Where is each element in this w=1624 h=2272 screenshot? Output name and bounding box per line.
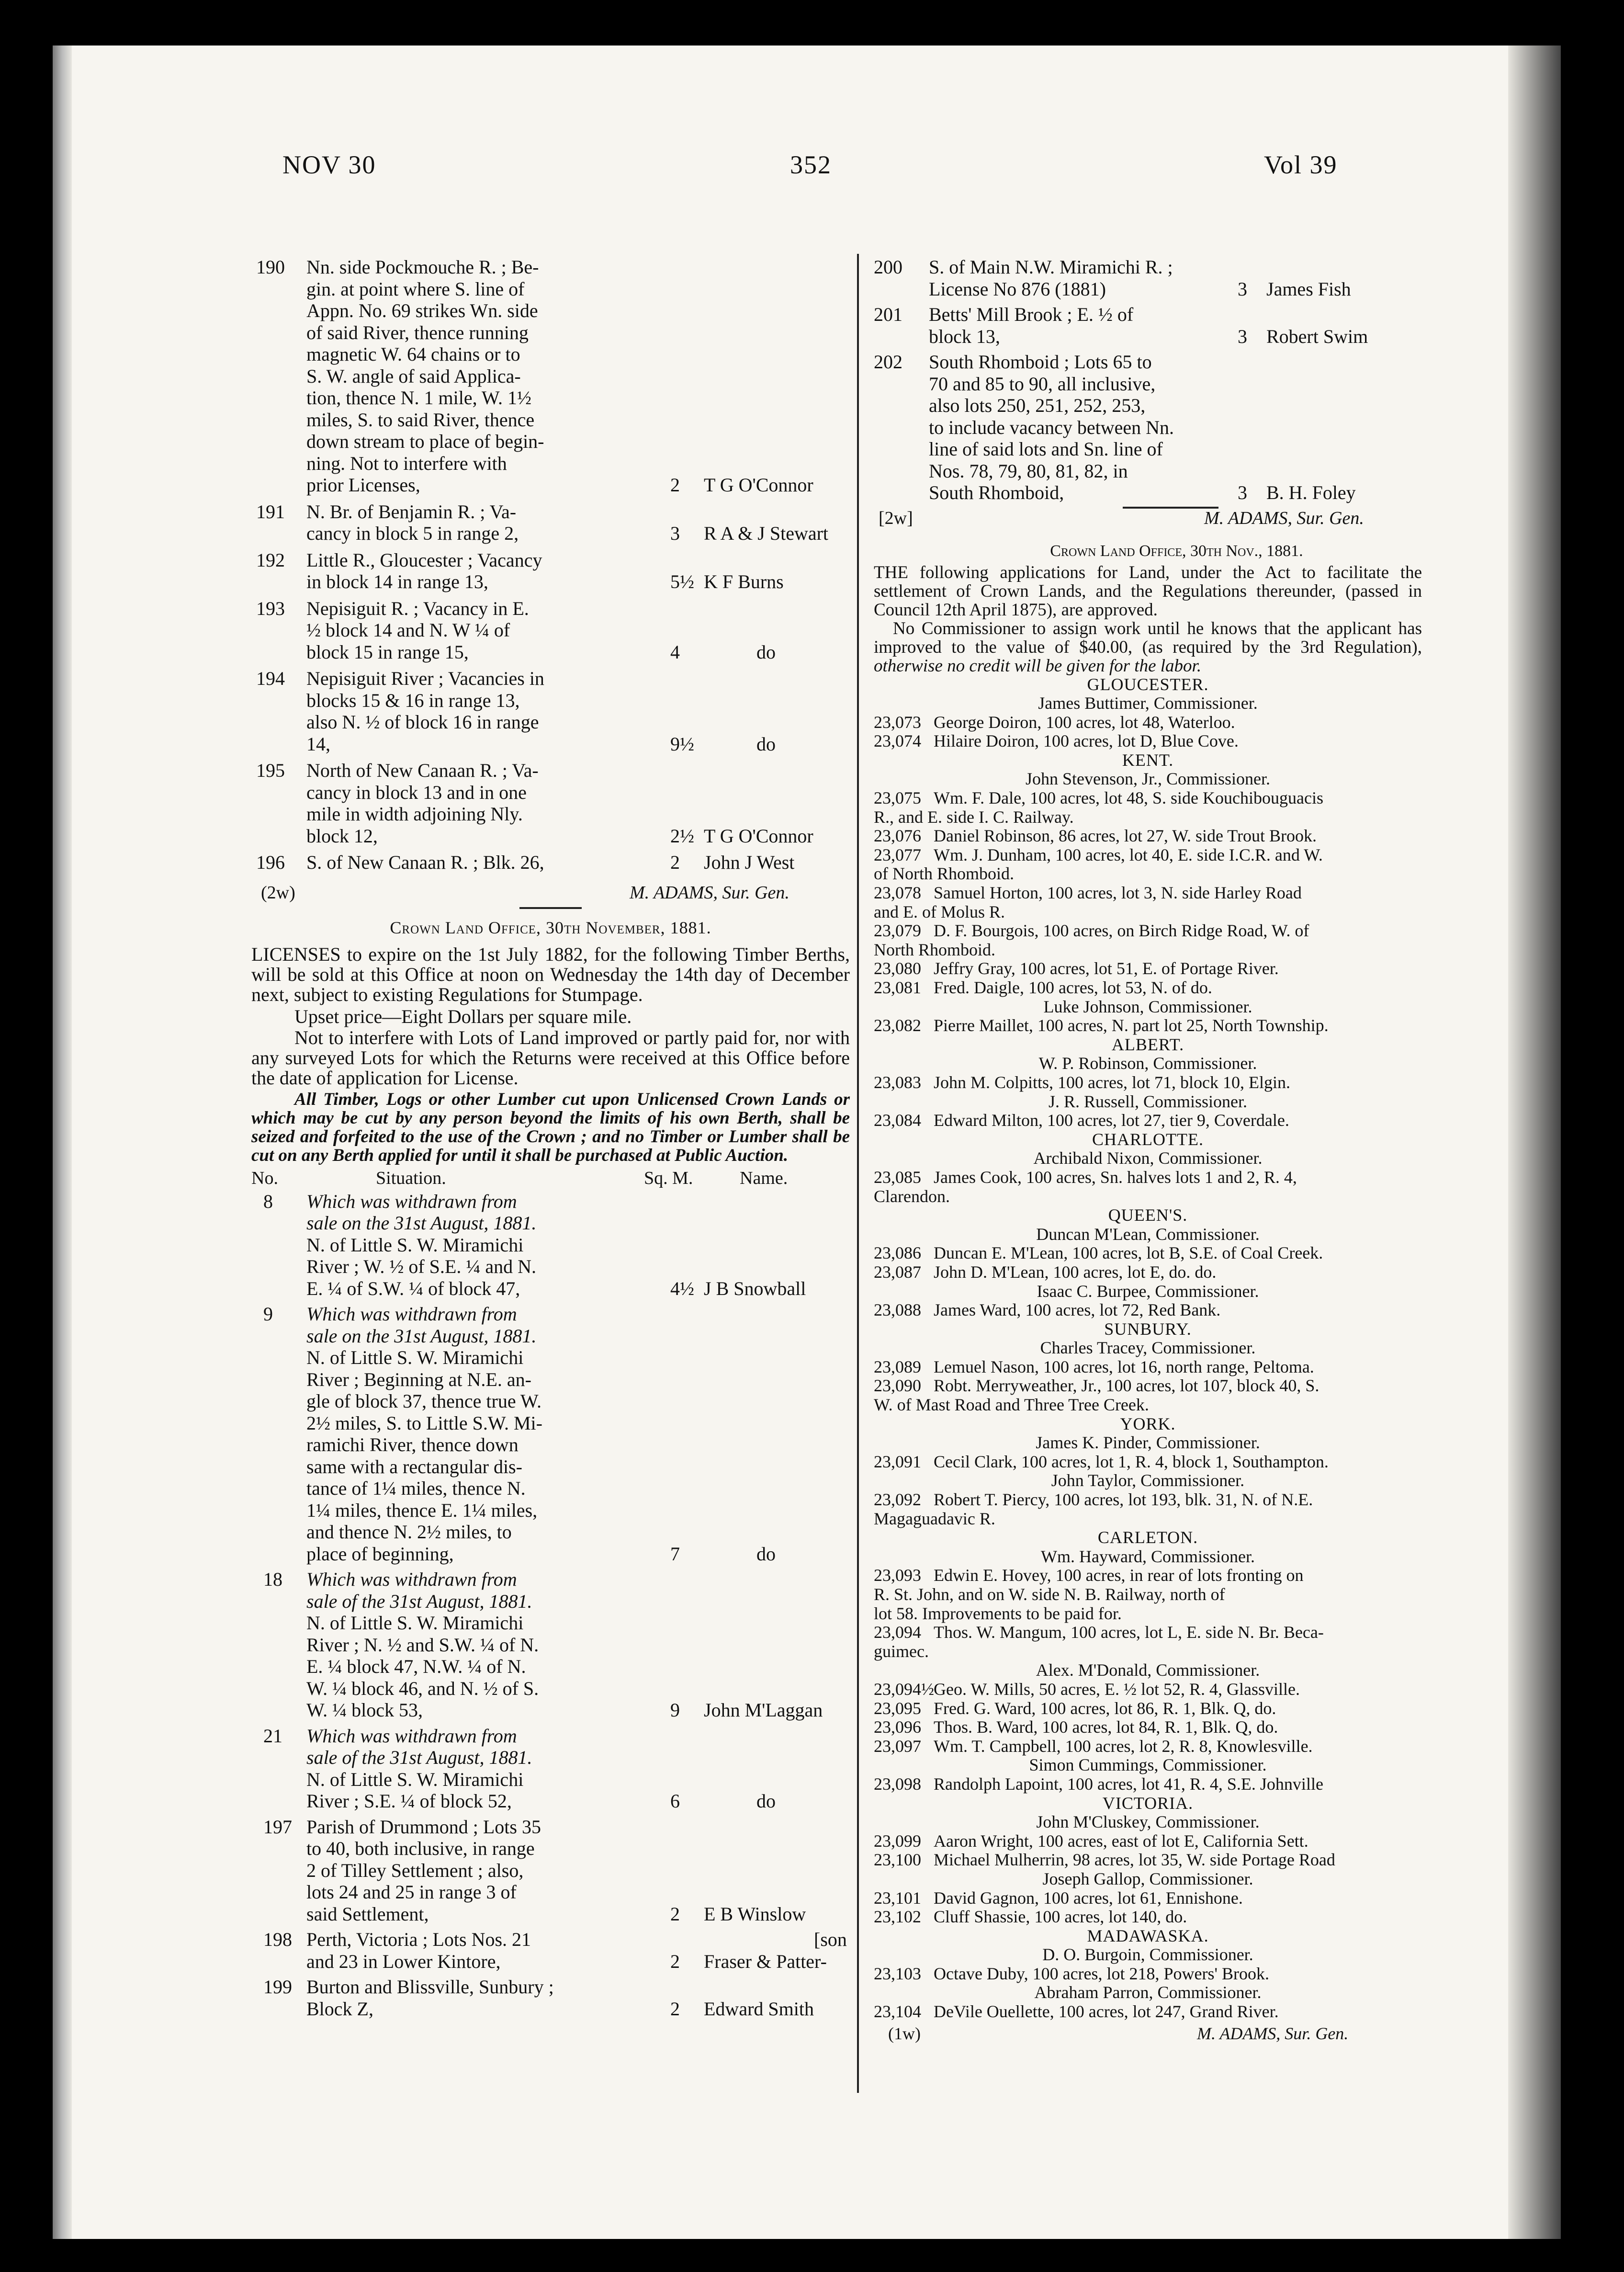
berth-number: 18 [263, 1568, 282, 1590]
application-row [874, 1851, 1422, 1870]
application-number: 23,098 [874, 1774, 921, 1794]
berth-entry [251, 1191, 850, 1304]
application-row [874, 1244, 1422, 1263]
county-heading: SUNBURY. [1104, 1319, 1192, 1339]
application-row [874, 1490, 1422, 1510]
application-number: 23,094 [874, 1623, 921, 1642]
application-text: Edward Milton, 100 acres, lot 27, tier 9, Coverdale. [934, 1111, 1289, 1130]
berth-situation: S. of Main N.W. Miramichi R. ; License No 876 (1881) [929, 256, 1173, 300]
application-number: 23,074 [874, 731, 921, 751]
application-row [874, 713, 1422, 732]
licensee-name: R A & J Stewart [704, 523, 829, 544]
application-text: James Ward, 100 acres, lot 72, Red Bank. [934, 1300, 1221, 1320]
office-dateline: Crown Land Office, 30th November, 1881. [390, 918, 711, 937]
header-date: NOV 30 [282, 150, 376, 179]
application-number: 23,093 [874, 1566, 921, 1585]
berth-entry [251, 852, 850, 878]
licensee-name: B. H. Foley [1266, 482, 1356, 503]
commissioner-line: James Buttimer, Commissioner. [1038, 693, 1258, 713]
application-text: Hilaire Doiron, 100 acres, lot D, Blue Cove. [934, 731, 1239, 751]
application-number: 23,089 [874, 1357, 921, 1376]
application-number: 23,099 [874, 1831, 921, 1851]
berth-situation: Which was withdrawn from sale of the 31st August, 1881. N. of Little S. W. Miramichi River ; N. ½ and S.W. ¼ of N. E. ¼ block 47, N.W. ¼ of N. W. ¼ block 46, and N. ½ of S. W. ¼ block 53, [306, 1568, 539, 1721]
application-text: Wm. F. Dale, 100 acres, lot 48, S. side Kouchibouguacis [934, 788, 1323, 808]
berth-entry [251, 1929, 850, 1976]
application-text: John D. M'Lean, 100 acres, lot E, do. do. [934, 1262, 1217, 1282]
application-text: Robert T. Piercy, 100 acres, lot 193, blk. 31, N. of N.E. [934, 1490, 1313, 1510]
county-heading: CHARLOTTE. [1092, 1129, 1204, 1149]
application-number: 23,080 [874, 959, 921, 978]
licensee-name: John M'Laggan [704, 1699, 823, 1721]
application-text: Samuel Horton, 100 acres, lot 3, N. side Harley Road [934, 883, 1302, 903]
application-continuation: of North Rhomboid. [874, 864, 1014, 884]
berth-area: 5½ [670, 571, 694, 592]
notice-paragraph-1: LICENSES to expire on the 1st July 1882, for the following Timber Berths, will be sold at this Office at noon on Wednesday the 14th day of December next, subject to existing Regulations for Stumpage. [251, 943, 850, 1005]
berth-number: 201 [874, 304, 902, 325]
application-row [874, 2002, 1422, 2022]
application-continuation: North Rhomboid. [874, 940, 996, 959]
berth-entry [251, 1816, 850, 1929]
application-text: George Doiron, 100 acres, lot 48, Waterloo. [934, 712, 1235, 732]
commissioner-line: Archibald Nixon, Commissioner. [1033, 1148, 1263, 1168]
berth-entry [251, 1725, 850, 1816]
licensee-name: John J West [704, 852, 795, 873]
application-row [874, 884, 1422, 903]
berth-number: 191 [256, 500, 285, 523]
berth-entry [251, 1303, 850, 1568]
application-continuation: W. of Mast Road and Three Tree Creek. [874, 1395, 1149, 1415]
application-number: 23,087 [874, 1262, 921, 1282]
berth-area: 7 [670, 1543, 680, 1565]
licensee-name: E B Winslow [704, 1903, 806, 1925]
commissioner-line: Isaac C. Burpee, Commissioner. [1037, 1281, 1259, 1301]
application-row [874, 1889, 1422, 1908]
application-text: Aaron Wright, 100 acres, east of lot E, California Sett. [934, 1831, 1308, 1851]
application-number: 23,095 [874, 1698, 921, 1718]
berth-number: 192 [256, 549, 285, 571]
application-number: 23,079 [874, 921, 921, 941]
berth-situation: Nn. side Pockmouche R. ; Be- gin. at point where S. line of Appn. No. 69 strikes Wn. side of said River, thence running magnetic W. 64 chains or to S. W. angle of said Applica- tion, thence N. 1 mile, W. 1½ miles, S. to said River, thence down stream to place of begin- ning. Not to interfere with prior Licenses, [306, 256, 544, 496]
application-text: Thos. B. Ward, 100 acres, lot 84, R. 1, Blk. Q, do. [934, 1717, 1278, 1737]
application-row [874, 1453, 1422, 1472]
application-row [874, 789, 1422, 808]
berth-situation: Little R., Gloucester ; Vacancy in block 14 in range 13, [306, 549, 542, 592]
application-text: Daniel Robinson, 86 acres, lot 27, W. side Trout Brook. [934, 826, 1317, 846]
berth-area: 3 [1238, 325, 1247, 347]
berth-situation: Parish of Drummond ; Lots 35 to 40, both inclusive, in range 2 of Tilley Settlement ; also, lots 24 and 25 in range 3 of said Settlement, [306, 1816, 541, 1925]
commissioner-line: Wm. Hayward, Commissioner. [1041, 1546, 1255, 1566]
application-row [874, 1908, 1422, 1927]
berth-area: 3 [1238, 482, 1247, 503]
commissioner-line: John M'Cluskey, Commissioner. [1036, 1812, 1260, 1832]
berth-area: 2 [670, 1950, 680, 1972]
application-row [874, 1775, 1422, 1794]
commissioner-line: Abraham Parron, Commissioner. [1034, 1983, 1262, 2002]
berth-situation: Betts' Mill Brook ; E. ½ of block 13, [929, 304, 1134, 347]
office-dateline-2: Crown Land Office, 30th Nov., 1881. [1050, 542, 1303, 560]
application-row [874, 846, 1422, 865]
column-headers [251, 1168, 850, 1191]
berth-situation: Which was withdrawn from sale on the 31st August, 1881. N. of Little S. W. Miramichi River ; W. ½ of S.E. ¼ and N. E. ¼ of S.W. ¼ of block 47, [306, 1190, 537, 1299]
application-row [874, 1718, 1422, 1737]
berth-area: 6 [670, 1790, 680, 1812]
berth-number: 190 [256, 256, 285, 278]
signature-name-3: M. ADAMS, Sur. Gen. [1197, 2023, 1349, 2043]
berth-number: 198 [263, 1929, 292, 1950]
licensee-name: Robert Swim [1266, 325, 1368, 347]
berth-number: 200 [874, 256, 902, 278]
application-row [874, 1168, 1422, 1187]
application-text: Cecil Clark, 100 acres, lot 1, R. 4, block 1, Southampton. [934, 1452, 1329, 1471]
application-continuation: R. St. John, and on W. side N. B. Railway, north of [874, 1585, 1225, 1604]
licensee-name: Edward Smith [704, 1998, 814, 2020]
application-row [874, 732, 1422, 751]
application-text: DeVile Ouellette, 100 acres, lot 247, Grand River. [934, 2002, 1279, 2022]
county-heading: GLOUCESTER. [1087, 674, 1209, 694]
application-row [874, 1965, 1422, 1984]
licensee-name: do [756, 1543, 776, 1565]
berth-area: 2 [670, 852, 680, 873]
application-row [874, 1376, 1422, 1396]
berth-entry [251, 256, 850, 501]
application-continuation: Magaguadavic R. [874, 1509, 995, 1528]
application-text: Cluff Shassie, 100 acres, lot 140, do. [934, 1907, 1187, 1927]
berth-number: 21 [263, 1725, 282, 1747]
application-number: 23,091 [874, 1452, 921, 1471]
berth-entry [251, 668, 850, 760]
berth-area: 2½ [670, 825, 694, 847]
header-no: No. [251, 1168, 278, 1188]
binding-shadow [53, 45, 72, 2239]
commissioner-line: John Stevenson, Jr., Commissioner. [1025, 769, 1271, 789]
application-text: John M. Colpitts, 100 acres, lot 71, block 10, Elgin. [934, 1072, 1290, 1092]
application-text: Geo. W. Mills, 50 acres, E. ½ lot 52, R. 4, Glassville. [934, 1679, 1300, 1699]
notice-italic: All Timber, Logs or other Lumber cut upon Unlicensed Crown Lands or which may be cut by any person beyond the limits of his own Berth, shall be seized and forfeited to the use of the Crown ; and no Timber or Lumber shall be cut on any Berth applied for until it shall be purchased at Public Auction. [251, 1089, 850, 1165]
berth-area: 4 [670, 641, 680, 663]
berth-situation: Nepisiguit River ; Vacancies in blocks 15 & 16 in range 13, also N. ½ of block 16 in range 14, [306, 668, 544, 755]
berth-area: 4½ [670, 1277, 694, 1299]
berth-situation: N. Br. of Benjamin R. ; Va- cancy in block 5 in range 2, [306, 500, 519, 544]
application-continuation: R., and E. side I. C. Railway. [874, 807, 1074, 827]
application-row [874, 1301, 1422, 1320]
notice-paragraph-2: Not to interfere with Lots of Land improved or partly paid for, nor with any surveyed Lots for which the Returns were received at this Office before the date of application for License. [251, 1026, 850, 1089]
next-page-edge [1508, 45, 1561, 2239]
county-heading: MADAWASKA. [1087, 1926, 1209, 1945]
application-continuation: and E. of Molus R. [874, 902, 1005, 921]
application-row [874, 959, 1422, 978]
commissioner-note: No Commissioner to assign work until he knows that the applicant has improved to the value of $40.00, (as required by the 3rd Regulation), otherwise no credit will be given for the labor. [874, 618, 1422, 676]
application-row [874, 1016, 1422, 1035]
berth-number: 197 [263, 1816, 292, 1838]
berth-entry [251, 598, 850, 668]
signature-tag-2: [2w] [879, 508, 913, 528]
application-row [874, 1699, 1422, 1718]
application-continuation: guimec. [874, 1641, 929, 1661]
application-text: Octave Duby, 100 acres, lot 218, Powers' Brook. [934, 1964, 1270, 1983]
commissioner-line: W. P. Robinson, Commissioner. [1038, 1054, 1257, 1073]
commissioner-line: Simon Cummings, Commissioner. [1029, 1755, 1267, 1775]
licensee-name: J B Snowball [704, 1277, 806, 1299]
county-heading: KENT. [1122, 750, 1174, 770]
application-text: James Cook, 100 acres, Sn. halves lots 1 and 2, R. 4, [934, 1167, 1297, 1187]
applications-intro: THE following applications for Land, under the Act to facilitate the settlement of Crown Lands, and the Regulations thereunder, (passed in Council 12th April 1875), are approved. [874, 562, 1422, 620]
county-heading: YORK. [1120, 1414, 1176, 1433]
application-number: 23,083 [874, 1072, 921, 1092]
header-situation: Situation. [376, 1168, 446, 1188]
application-number: 23,082 [874, 1016, 921, 1035]
licensee-name-continuation: [son [814, 1929, 847, 1950]
berth-number: 202 [874, 351, 902, 373]
berth-entry [251, 501, 850, 549]
commissioner-line: Joseph Gallop, Commissioner. [1042, 1869, 1253, 1888]
berth-situation: South Rhomboid ; Lots 65 to 70 and 85 to 90, all inclusive, also lots 250, 251, 252, 253, to include vacancy between Nn. line of said lots and Sn. line of Nos. 78, 79, 80, 81, 82, in South Rhomboid, [929, 351, 1174, 503]
application-row [874, 921, 1422, 941]
berth-situation: S. of New Canaan R. ; Blk. 26, [306, 852, 544, 873]
application-text: Wm. T. Campbell, 100 acres, lot 2, R. 8, Knowlesville. [934, 1736, 1313, 1756]
berth-area: 3 [670, 523, 680, 544]
timber-berth-list-2 [251, 1191, 850, 2024]
county-heading: ALBERT. [1111, 1034, 1184, 1054]
licensee-name: Fraser & Patter- [704, 1950, 827, 1972]
berth-number: 9 [263, 1303, 273, 1325]
licensee-name: do [756, 733, 776, 755]
application-text: Edwin E. Hovey, 100 acres, in rear of lots fronting on [934, 1566, 1304, 1585]
signature-name-2: M. ADAMS, Sur. Gen. [1204, 508, 1364, 528]
application-row [874, 1680, 1422, 1699]
berth-area: 3 [1238, 278, 1247, 300]
licensee-name: do [756, 641, 776, 663]
licensee-name: T G O'Connor [704, 474, 813, 496]
application-number: 23,092 [874, 1490, 921, 1510]
application-text: Duncan E. M'Lean, 100 acres, lot B, S.E. of Coal Creek. [934, 1243, 1323, 1263]
gazette-page [53, 45, 1561, 2239]
application-text: Robt. Merryweather, Jr., 100 acres, lot 107, block 40, S. [934, 1376, 1320, 1396]
application-row [874, 827, 1422, 846]
commissioner-line: D. O. Burgoin, Commissioner. [1042, 1945, 1253, 1965]
application-row [874, 1111, 1422, 1130]
application-number: 23,101 [874, 1888, 921, 1908]
application-number: 23,073 [874, 712, 921, 732]
application-number: 23,097 [874, 1736, 921, 1756]
application-text: Pierre Maillet, 100 acres, N. part lot 25, North Township. [934, 1016, 1329, 1035]
county-heading: QUEEN'S. [1108, 1205, 1188, 1225]
berth-entry [251, 549, 850, 598]
berth-entry [251, 1568, 850, 1725]
application-text: Fred. Daigle, 100 acres, lot 53, N. of do. [934, 978, 1212, 997]
berth-situation: Burton and Blissville, Sunbury ; Block Z, [306, 1976, 554, 2020]
applications-by-county [874, 675, 1422, 2022]
commissioner-line: Luke Johnson, Commissioner. [1043, 997, 1252, 1016]
berth-area: 2 [670, 474, 680, 496]
application-text: Fred. G. Ward, 100 acres, lot 86, R. 1, Blk. Q, do. [934, 1698, 1276, 1718]
signature-tag-3: (1w) [888, 2023, 921, 2043]
application-text: Randolph Lapoint, 100 acres, lot 41, R. 4, S.E. Johnville [934, 1774, 1323, 1794]
application-row [874, 1623, 1422, 1642]
application-text: Jeffry Gray, 100 acres, lot 51, E. of Portage River. [934, 959, 1279, 978]
berth-number: 193 [256, 597, 285, 619]
application-number: 23,078 [874, 883, 921, 903]
berth-area: 2 [670, 1903, 680, 1925]
commissioner-line: Alex. M'Donald, Commissioner. [1036, 1660, 1260, 1680]
application-text: David Gagnon, 100 acres, lot 61, Ennishone. [934, 1888, 1243, 1908]
application-number: 23,090 [874, 1376, 921, 1396]
berth-number: 196 [256, 852, 285, 873]
application-text: Michael Mulherrin, 98 acres, lot 35, W. side Portage Road [934, 1850, 1335, 1870]
application-row [874, 1073, 1422, 1092]
application-number: 23,103 [874, 1964, 921, 1983]
right-column [874, 256, 1422, 2045]
application-number: 23,094½ [874, 1679, 934, 1699]
left-column [251, 256, 850, 2023]
application-number: 23,085 [874, 1167, 921, 1187]
application-continuation: Clarendon. [874, 1186, 950, 1206]
berth-entry [874, 351, 1422, 508]
berth-number: 195 [256, 760, 285, 781]
berth-situation: North of New Canaan R. ; Va- cancy in block 13 and in one mile in width adjoining Nly. block 12, [306, 760, 539, 847]
application-text: Thos. W. Mangum, 100 acres, lot L, E. side N. Br. Beca- [934, 1623, 1324, 1642]
berth-entry [251, 760, 850, 852]
commissioner-line: J. R. Russell, Commissioner. [1048, 1091, 1248, 1111]
application-text: D. F. Bourgois, 100 acres, on Birch Ridge Road, W. of [934, 921, 1309, 941]
timber-berth-list-1 [251, 256, 850, 878]
application-row [874, 1263, 1422, 1282]
berth-area: 9½ [670, 733, 694, 755]
berth-entry [251, 1976, 850, 2023]
commissioner-line: James K. Pinder, Commissioner. [1036, 1433, 1260, 1453]
application-row [874, 1832, 1422, 1851]
application-continuation: lot 58. Improvements to be paid for. [874, 1603, 1122, 1623]
application-row [874, 1566, 1422, 1585]
application-number: 23,075 [874, 788, 921, 808]
berth-entry [874, 304, 1422, 351]
application-row [874, 1358, 1422, 1377]
header-sqm: Sq. M. [644, 1168, 693, 1188]
header-name: Name. [740, 1168, 788, 1188]
berth-entry [874, 256, 1422, 304]
application-number: 23,088 [874, 1300, 921, 1320]
licensee-name: do [756, 1790, 776, 1812]
berth-situation: Which was withdrawn from sale on the 31st August, 1881. N. of Little S. W. Miramichi River ; Beginning at N.E. an- gle of block 37, thence true W. 2½ miles, S. to Little S.W. Mi- ramichi River, thence down same with a rectangular dis- tance of 1¼ miles, thence N. 1¼ miles, thence E. 1¼ miles, and thence N. 2½ miles, to place of beginning, [306, 1303, 542, 1565]
county-heading: CARLETON. [1097, 1528, 1198, 1547]
licensee-name: K F Burns [704, 571, 784, 592]
application-number: 23,100 [874, 1850, 921, 1870]
application-row [874, 1737, 1422, 1756]
commissioner-line: Duncan M'Lean, Commissioner. [1036, 1224, 1260, 1244]
application-number: 23,084 [874, 1111, 921, 1130]
header-volume: Vol 39 [1264, 150, 1338, 179]
berth-situation: Perth, Victoria ; Lots Nos. 21 and 23 in Lower Kintore, [306, 1929, 531, 1972]
licensee-name: James Fish [1266, 278, 1351, 300]
commissioner-line: Charles Tracey, Commissioner. [1040, 1338, 1256, 1358]
berth-number: 194 [256, 668, 285, 689]
berth-number: 8 [263, 1190, 273, 1212]
application-text: Wm. J. Dunham, 100 acres, lot 40, E. side I.C.R. and W. [934, 845, 1323, 864]
application-number: 23,102 [874, 1907, 921, 1927]
application-number: 23,104 [874, 2002, 921, 2022]
berth-situation: Which was withdrawn from sale of the 31st August, 1881. N. of Little S. W. Miramichi River ; S.E. ¼ of block 52, [306, 1725, 532, 1812]
timber-berth-list-3 [874, 256, 1422, 508]
signature-name: M. ADAMS, Sur. Gen. [630, 882, 789, 903]
berth-area: 2 [670, 1998, 680, 2020]
county-heading: VICTORIA. [1102, 1793, 1194, 1813]
berth-area: 9 [670, 1699, 680, 1721]
commissioner-line: John Taylor, Commissioner. [1051, 1471, 1245, 1490]
signature-tag: (2w) [261, 882, 295, 903]
upset-price: Upset price—Eight Dollars per square mile. [294, 1005, 632, 1027]
header-page-number: 352 [790, 150, 832, 179]
application-number: 23,077 [874, 845, 921, 864]
application-row [874, 978, 1422, 998]
application-number: 23,086 [874, 1243, 921, 1263]
application-number: 23,076 [874, 826, 921, 846]
application-number: 23,081 [874, 978, 921, 997]
licensee-name: T G O'Connor [704, 825, 813, 847]
berth-number: 199 [263, 1976, 292, 1998]
application-text: Lemuel Nason, 100 acres, lot 16, north range, Peltoma. [934, 1357, 1314, 1376]
berth-situation: Nepisiguit R. ; Vacancy in E. ½ block 14 and N. W ¼ of block 15 in range 15, [306, 597, 529, 663]
section-rule [519, 907, 582, 909]
application-number: 23,096 [874, 1717, 921, 1737]
